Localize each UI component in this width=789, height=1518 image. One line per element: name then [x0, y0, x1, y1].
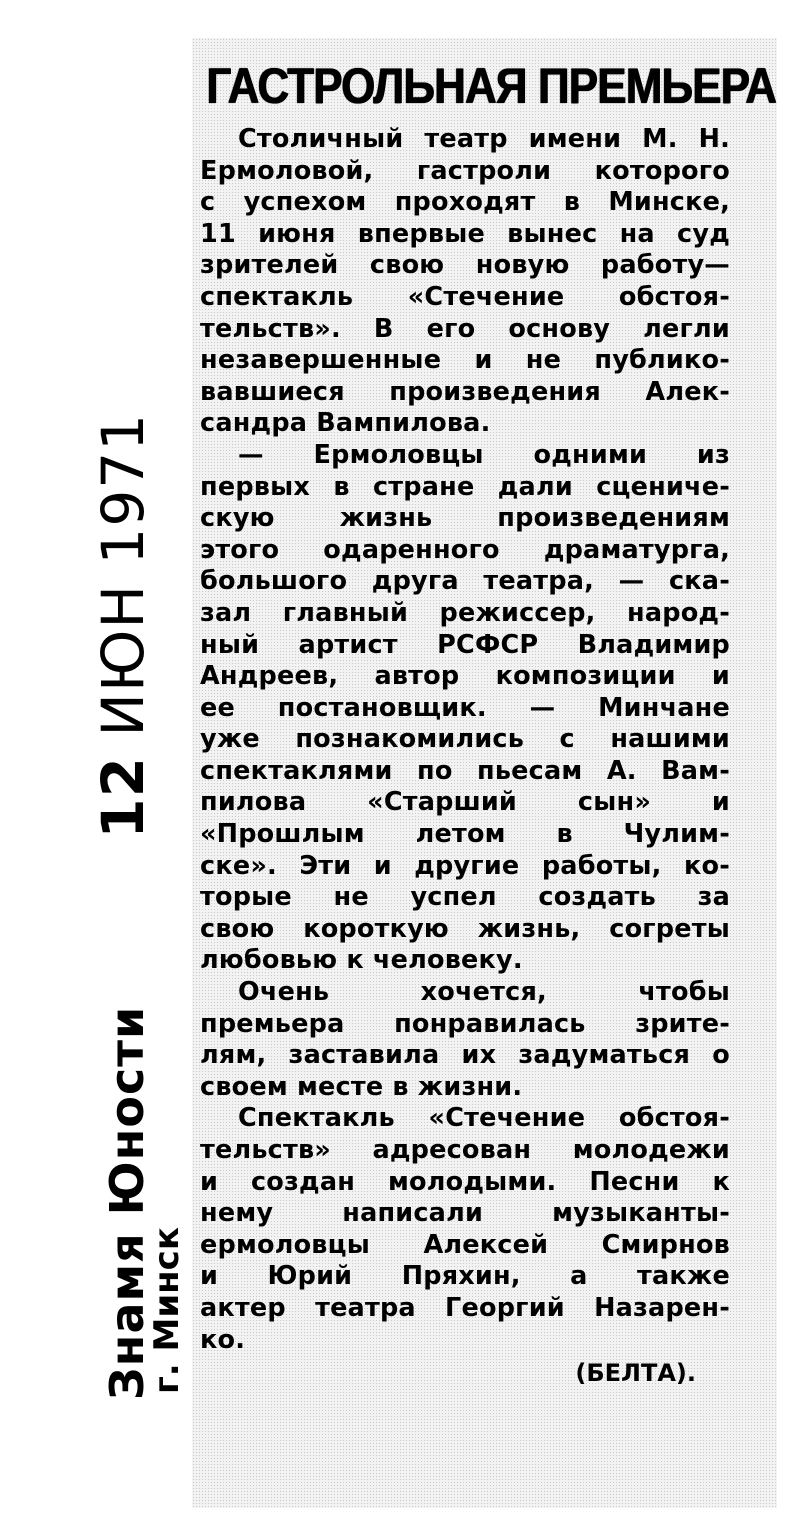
stamp-month-year: ИЮН 1971 [89, 412, 157, 737]
text-line: Спектакль «Стечение обстоя- [238, 1103, 730, 1134]
text-line: тельств» адресован молодежи [200, 1135, 730, 1165]
text-line: 11 июня впервые вынес на суд [200, 218, 730, 249]
paragraph-4 [200, 1103, 730, 1356]
text-line: свою короткую жизнь, согреты [200, 913, 730, 944]
news-agency-credit: (БЕЛТА). [575, 1359, 696, 1388]
text-line: ный артист РСФСР Владимир [200, 629, 730, 660]
stamp-newspaper-name: Знамя Юности [100, 1005, 154, 1400]
text-line: «Прошлым летом в Чулим- [200, 819, 730, 850]
text-line: сандра Вампилова. [200, 408, 491, 439]
text-line: — Ермоловцы одними из [238, 439, 730, 470]
text-line: ске». Эти и другие работы, ко- [200, 850, 730, 881]
text-line: незавершенные и не публико- [200, 345, 730, 376]
text-line: Ермоловой, гастроли которого [200, 155, 730, 186]
text-line: скую жизнь произведениям [200, 503, 730, 534]
text-line: актер театра Георгий Назарен- [200, 1292, 730, 1323]
text-line: ее постановщик. — Минчане [200, 692, 730, 723]
text-line: и создан молодыми. Песни к [200, 1166, 730, 1197]
text-line: спектакль «Стечение обстоя- [200, 281, 730, 312]
text-line: тельств». В его основу легли [200, 313, 730, 344]
text-line: большого друга театра, — ска- [200, 566, 730, 597]
text-line: пилова «Старший сын» и [200, 787, 730, 818]
paragraph-3 [200, 977, 730, 1103]
text-line: Столичный театр имени М. Н. [238, 124, 730, 154]
text-line: своем месте в жизни. [200, 1071, 523, 1102]
text-line: ко. [200, 1324, 246, 1355]
paragraph-1 [200, 124, 730, 440]
text-line: торые не успел создать за [200, 882, 730, 913]
stamp-place: г. Минск [147, 1227, 187, 1394]
text-line: Андреев, автор композиции и [200, 661, 730, 692]
text-line: с успехом проходят в Минске, [200, 187, 730, 218]
text-line: этого одаренного драматурга, [200, 534, 730, 565]
text-line: зрителей свою новую работу— [200, 250, 730, 281]
text-line: вавшиеся произведения Алек- [200, 376, 730, 407]
stamp-day: 12 [89, 756, 157, 839]
archive-stamp [89, 412, 188, 1400]
text-line: Очень хочется, чтобы [238, 977, 730, 1008]
text-line: зал главный режиссер, народ- [200, 597, 730, 628]
text-line: первых в стране дали сцениче- [200, 471, 730, 502]
text-line: любовью к человеку. [200, 945, 523, 976]
headline: ГАСТРОЛЬНАЯ ПРЕМЬЕРА [206, 58, 776, 114]
text-line: и Юрий Пряхин, а также [200, 1261, 730, 1292]
paragraph-2 [200, 440, 730, 977]
text-line: ермоловцы Алексей Смирнов [200, 1229, 730, 1260]
text-line: спектаклями по пьесам А. Вам- [200, 755, 730, 786]
stamp-date [89, 412, 157, 839]
article [200, 56, 776, 1388]
stamp-newspaper-line [89, 412, 157, 1400]
text-line: нему написали музыканты- [200, 1198, 730, 1229]
text-line: лям, заставила их задуматься о [200, 1040, 730, 1071]
text-line: уже познакомились с нашими [200, 724, 730, 755]
text-line: премьера понравилась зрите- [200, 1008, 730, 1039]
